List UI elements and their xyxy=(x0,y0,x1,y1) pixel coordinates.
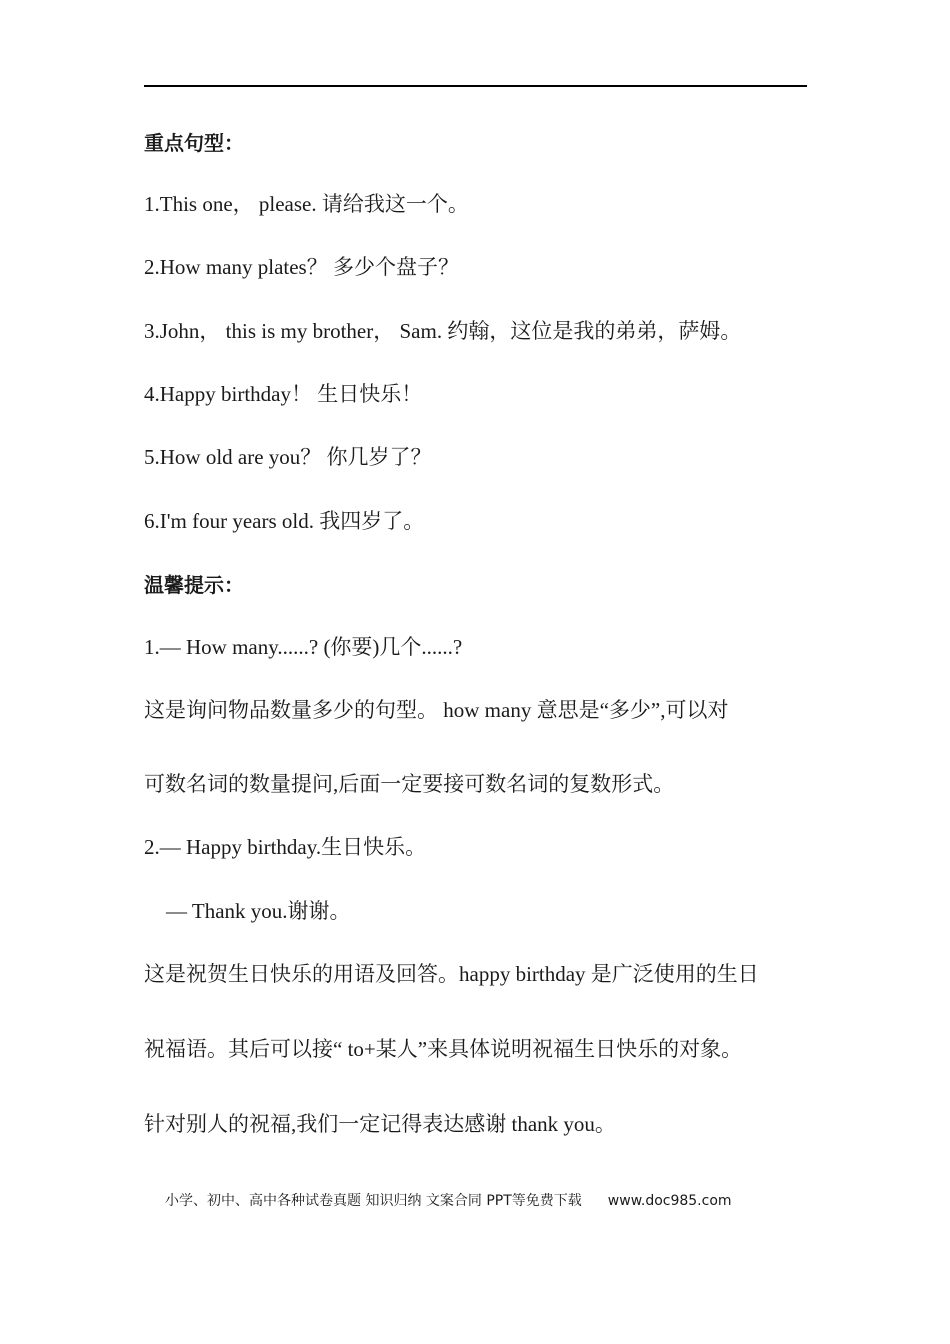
tip-2-text-line-3: 针对别人的祝福,我们一定记得表达感谢 thank you。 xyxy=(144,1112,616,1136)
sentence-6: 6.I'm four years old. 我四岁了。 xyxy=(144,509,425,533)
footer-url[interactable]: www.doc985.com xyxy=(607,1193,732,1209)
sentence-2: 2.How many plates？ 多少个盘子？ xyxy=(144,255,459,279)
footer-text: 小学、初中、高中各种试卷真题 知识归纳 文案合同 PPT等免费下载 xyxy=(165,1193,582,1209)
tip-2-reply: — Thank you.谢谢。 xyxy=(166,899,351,923)
sentence-1: 1.This one， please. 请给我这一个。 xyxy=(144,192,469,216)
page-footer xyxy=(165,1190,732,1212)
sentence-5: 5.How old are you？ 你几岁了？ xyxy=(144,445,432,469)
tip-2-text-line-2: 祝福语。其后可以接“ to+某人”来具体说明祝福生日快乐的对象。 xyxy=(144,1037,743,1061)
tip-1-text-line-1: 这是询问物品数量多少的句型。 how many 意思是“多少”,可以对 xyxy=(144,698,729,722)
sentence-3: 3.John， this is my brother， Sam. 约翰，这位是我的弟弟，萨姆。 xyxy=(144,319,742,343)
tip-1-title: 1.— How many......? (你要)几个......? xyxy=(144,635,463,659)
tip-1-text-line-2: 可数名词的数量提问,后面一定要接可数名词的复数形式。 xyxy=(144,772,675,796)
tip-2-text-line-1: 这是祝贺生日快乐的用语及回答。happy birthday 是广泛使用的生日 xyxy=(144,962,759,986)
sentence-4: 4.Happy birthday！ 生日快乐！ xyxy=(144,382,423,406)
key-patterns-heading: 重点句型： xyxy=(144,131,244,155)
header-rule xyxy=(144,85,807,87)
tips-heading: 温馨提示： xyxy=(144,573,244,597)
tip-2-title: 2.— Happy birthday.生日快乐。 xyxy=(144,835,427,859)
